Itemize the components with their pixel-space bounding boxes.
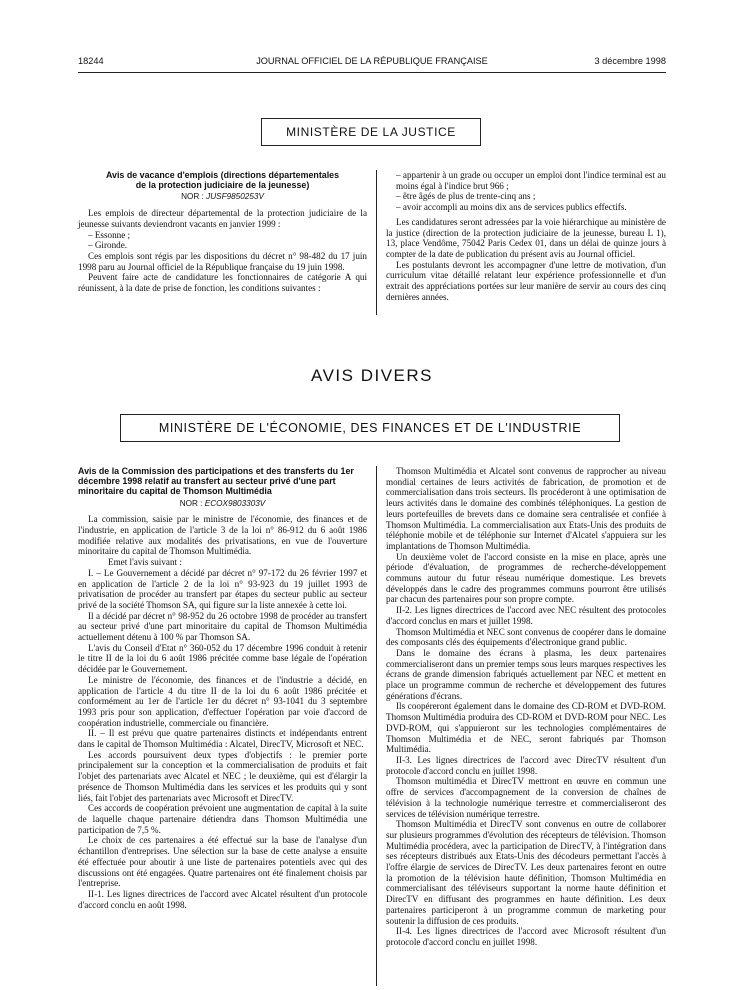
economy-paragraph: I. – Le Gouvernement a décidé par décret n° 97-172 du 26 février 1997 et en application de l'article 2 de la loi n° 93-923 du 19 juillet 1993 de privatisation de procéder au transfert par étapes du secteur public au secteur privé de la société Thomson SA, qui figure sur la liste annexée à cette loi. xyxy=(78,567,367,610)
justice-nor xyxy=(78,192,367,203)
economy-paragraph: Il a décidé par décret n° 98-952 du 26 octobre 1998 de procéder au transfert au secteur privé d'une part minoritaire du capital de Thomson Multimédia actuellement détenu à 100 % par Thomson SA. xyxy=(78,610,367,643)
economy-paragraph: L'avis du Conseil d'Etat n° 360-052 du 17 décembre 1996 conduit à retenir le titre II de la loi du 6 août 1986 précitée comme base légale de l'opération décidée par le Gouvernement. xyxy=(78,642,367,675)
economy-paragraph: Un deuxième volet de l'accord consiste en la mise en place, après une période d'évaluation, de programmes de recherche-développement communs autour du futur réseau numérique domestique. Les brevets développés dans le cadre des programmes communs pourront être utilisés par chacun des partenaires pour son propre compte. xyxy=(386,551,666,605)
justice-nor-label: NOR : xyxy=(181,192,207,202)
justice-article-title xyxy=(78,170,367,190)
economy-paragraph: Thomson multimédia et DirecTV mettront en œuvre en commun une offre de services d'accompagnement de la conversion de chaînes de télévision à la technologie numérique terrestre et commercialiseront des services de télévision numérique terrestre. xyxy=(386,776,666,819)
issue-date: 3 décembre 1998 xyxy=(594,56,666,66)
economy-paragraph: Thomson Multimédia et NEC sont convenus de coopérer dans le domaine des composants clés des équipements d'électronique grand public. xyxy=(386,626,666,648)
economy-paragraph: Thomson Multimédia et DirecTV sont convenus en outre de collaborer sur plusieurs programmes d'évolution des récepteurs de télévision. Thomson Multimédia procédera, avec la participation de DirecTV, à l'intégration dans ses récepteurs distribués aux Etats-Unis des décodeurs permettant l'accès à l'offre élargie de services de DirecTV. Les deux partenaires feront en outre la promotion de la télévision haute définition, Thomson Multimédia en commercialisant des téléviseurs supportant la norme haute définition et DirecTV en diffusant des programmes en haute définition. Les deux partenaires participeront à un programme commun de marketing pour soutenir la diffusion de ces produits. xyxy=(386,819,666,926)
economy-column-left xyxy=(78,466,367,910)
header-rule xyxy=(78,72,666,73)
economy-paragraph: II-2. Les lignes directrices de l'accord avec NEC résultent des protocoles d'accord conclus en mars et juillet 1998. xyxy=(386,605,666,626)
justice-title-line1: Avis de vacance d'emplois (directions départementales xyxy=(105,170,340,180)
section-heading-justice xyxy=(261,118,481,146)
justice-list-item: – Gironde. xyxy=(88,240,128,251)
column-divider xyxy=(376,170,377,315)
economy-nor-code: ECOX9803303V xyxy=(204,498,266,508)
economy-nor-label: NOR : xyxy=(179,498,205,508)
justice-paragraph: Les emplois de directeur départemental de la protection judiciaire de la jeunesse suivants deviendront vacants en janvier 1999 : xyxy=(78,208,367,229)
journal-title: JOURNAL OFFICIEL DE LA RÉPUBLIQUE FRANÇAISE xyxy=(256,56,488,66)
economy-paragraph: II-4. Les lignes directrices de l'accord avec Microsoft résultent d'un protocole d'accord conclu en juillet 1998. xyxy=(386,926,666,947)
justice-list-item: – avoir accompli au moins dix ans de services publics effectifs. xyxy=(396,202,627,213)
justice-title-line2: de la protection judiciaire de la jeunesse) xyxy=(135,180,310,191)
section-heading-economy-text: MINISTÈRE DE L'ÉCONOMIE, DES FINANCES ET DE L'INDUSTRIE xyxy=(158,421,582,435)
justice-list-item: – être âgés de plus de trente-cinq ans ; xyxy=(396,191,536,202)
justice-column-left xyxy=(78,170,367,294)
justice-paragraph: Les postulants devront les accompagner d'une lettre de motivation, d'un curriculum vitae détaillé relatant leur expérience professionnelle et d'un extrait des appréciations portées sur leur manière de servir au cours des cinq dernières années. xyxy=(386,259,666,302)
justice-nor-code: JUSF9850253V xyxy=(206,192,264,202)
economy-paragraph: Ils coopéreront également dans le domaine des CD-ROM et DVD-ROM. Thomson Multimédia produira des CD-ROM et DVD-ROM pour NEC. Les DVD-ROM, qui s'appuieront sur les technologies complémentaires de Thomson Multimédia et de NEC, seront fabriqués par Thomson Multimédia. xyxy=(386,701,666,755)
economy-paragraph: II-3. Les lignes directrices de l'accord avec DirecTV résultent d'un protocole d'accord conclu en juillet 1998. xyxy=(386,754,666,776)
section-heading-justice-text: MINISTÈRE DE LA JUSTICE xyxy=(286,125,456,139)
justice-paragraph: Les candidatures seront adressées par la voie hiérarchique au ministère de la justice (direction de la protection judiciaire de la jeunesse, bureau L 1), 13, place Vendôme, 75042 Paris Cedex 01, dans un délai de quinze jours à compter de la date de publication du présent avis au Journal officiel. xyxy=(386,216,666,259)
justice-list-item: – appartenir à un grade ou occuper un emploi dont l'indice terminal est au moins égal à l'indice brut 966 ; xyxy=(396,170,666,191)
economy-paragraph: Le choix de ces partenaires a été effectué sur la base de l'analyse d'un échantillon d'entreprises. Une sélection sur la base de cette analyse a ensuite été effectuée pour aboutir à une liste de partenaires potentiels avec qui des discussions ont été engagées. Quatre partenaires ont été finalement choisis par l'entreprise. xyxy=(78,835,367,889)
economy-column-right xyxy=(386,466,666,948)
section-heading-economy xyxy=(120,414,620,442)
justice-column-right xyxy=(386,170,666,302)
economy-article-title: Avis de la Commission des participations et des transferts du 1er décembre 1998 relatif au transfert au secteur privé d'une part minoritaire du capital de Thomson Multimédia xyxy=(78,466,354,497)
economy-paragraph: II-1. Les lignes directrices de l'accord avec Alcatel résultent d'un protocole d'accord conclu en août 1998. xyxy=(78,888,367,910)
avis-divers-heading: AVIS DIVERS xyxy=(311,366,433,385)
economy-paragraph: Dans le domaine des écrans à plasma, les deux partenaires commercialiseront dans un premier temps sous leurs marques respectives les écrans de grande dimension fabriqués actuellement par NEC et mettent en place un programme commun de recherche et développement des futures générations d'écrans. xyxy=(386,647,667,701)
economy-paragraph: Ces accords de coopération prévoient une augmentation de capital à la suite de laquelle chaque partenaire détiendra dans Thomson Multimédia une participation de 7,5 %. xyxy=(78,803,367,835)
economy-paragraph: Emet l'avis suivant : xyxy=(108,557,182,568)
justice-list-item: – Essonne ; xyxy=(88,229,131,240)
economy-paragraph: Le ministre de l'économie, des finances et de l'industrie a décidé, en application de l'article 4 du titre II de la loi du 6 août 1986 précitée et conformément au 1er de l'article 1er du décret n° 93-1041 du 3 septembre 1993 pris pour son application, d'effectuer l'opération par voie d'accord de coopération industrielle, commerciale ou financière. xyxy=(78,674,367,728)
page-number: 18244 xyxy=(78,56,104,66)
justice-paragraph: Peuvent faire acte de candidature les fonctionnaires de catégorie A qui réunissent, à la date de prise de fonction, les conditions suivantes : xyxy=(78,272,367,294)
running-header xyxy=(78,56,666,70)
economy-paragraph: II. – Il est prévu que quatre partenaires distincts et indépendants entrent dans le capital de Thomson Multimédia : Alcatel, DirecTV, Microsoft et NEC. xyxy=(78,728,367,750)
economy-paragraph: La commission, saisie par le ministre de l'économie, des finances et de l'industrie, en application de l'article 3 de la loi n° 86-912 du 6 août 1986 modifiée relative aux modalités des privatisations, en vue de l'ouverture minoritaire du capital de Thomson Multimédia. xyxy=(78,514,367,557)
column-divider xyxy=(376,466,377,986)
economy-paragraph: Thomson Multimédia et Alcatel sont convenus de rapprocher au niveau mondial certaines de leurs activités de fabrication, de promotion et de commercialisation dans trois secteurs. Ils procéderont à une optimisation de leurs activités dans le domaine des combinés téléphoniques. La gestion de leurs portefeuilles de brevets dans ce domaine sera centralisée et confiée à Thomson Multimédia. La commercialisation aux Etats-Unis des produits de téléphonie mobile et de téléphonie sur Internet d'Alcatel s'appuiera sur les implantations de Thomson Multimédia. xyxy=(386,466,666,551)
economy-nor xyxy=(78,499,367,510)
economy-paragraph: Les accords poursuivent deux types d'objectifs : le premier porte principalement sur la conception et la commercialisation de produits et fait l'objet des partenariats avec Alcatel et NEC ; le deuxième, qui est d'élargir la présence de Thomson Multimédia dans les services et les produits qui y sont liés, fait l'objet des partenariats avec Microsoft et DirecTV. xyxy=(78,749,367,803)
justice-paragraph: Ces emplois sont régis par les dispositions du décret n° 98-482 du 17 juin 1998 paru au Journal officiel de la République française du 19 juin 1998. xyxy=(78,250,367,272)
